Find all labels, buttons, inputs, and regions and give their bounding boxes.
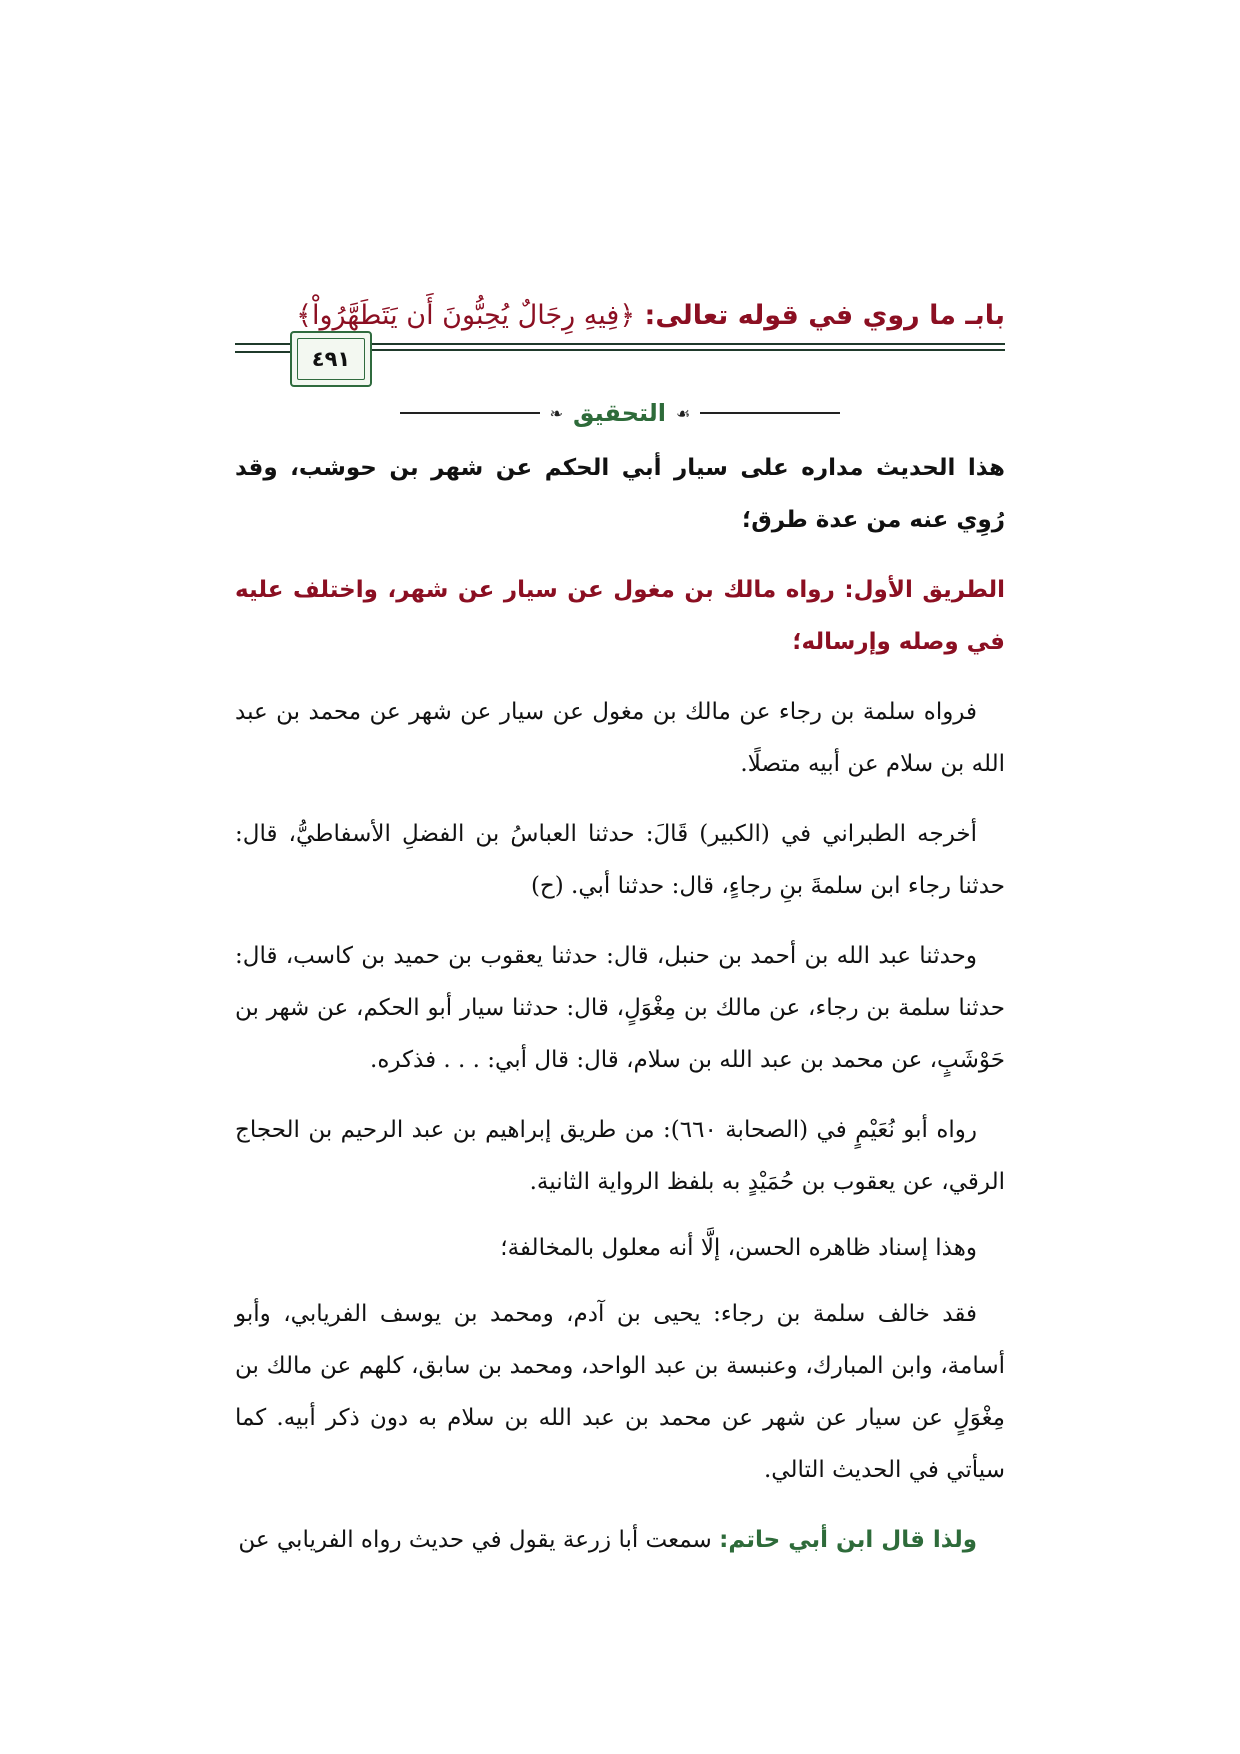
paragraph-intro: هذا الحديث مداره على سيار أبي الحكم عن شهر بن حوشب، وقد رُوِي عنه من عدة طرق؛: [235, 455, 1005, 533]
page-number: ٤٩١: [311, 347, 351, 371]
section-heading-label: التحقيق: [573, 399, 667, 427]
ibn-abi-hatim-text: سمعت أبا زرعة يقول في حديث رواه الفريابي عن: [238, 1527, 720, 1553]
header-rule-top: [235, 343, 290, 345]
header-rule-bottom: [235, 351, 290, 353]
page-number-box: [290, 331, 372, 387]
paragraph-ibn-abi-hatim: [235, 1514, 1005, 1566]
paragraph-isnad-note: وهذا إسناد ظاهره الحسن، إلَّا أنه معلول بالمخالفة؛: [500, 1235, 977, 1261]
header-rule-main: [372, 343, 1005, 345]
ornament-left-icon: ❧: [549, 403, 563, 423]
paragraph-first-route: الطريق الأول: رواه مالك بن مغول عن سيار عن شهر، واختلف عليه في وصله وإرساله؛: [235, 577, 1005, 655]
chapter-title: بابـ ما روي في قوله تعالى:: [635, 300, 1005, 331]
paragraph-contradiction: فقد خالف سلمة بن رجاء: يحيى بن آدم، ومحمد بن يوسف الفريابي، وأبو أسامة، وابن المبارك، وعنبسة بن عبد الواحد، ومحمد بن سابق، كلهم عن مالك بن مِغْوَلٍ عن سيار عن شهر عن محمد بن عبد الله بن سلام به دون ذكر أبيه. كما سيأتي في الحديث التالي.: [235, 1301, 1005, 1483]
header-rule-main-2: [372, 349, 1005, 351]
paragraph-salama-narration: فرواه سلمة بن رجاء عن مالك بن مغول عن سيار عن شهر عن محمد بن عبد الله بن سلام عن أبيه متصلًا.: [235, 699, 1005, 777]
section-heading: [400, 398, 840, 428]
page-header-title: [225, 300, 1005, 331]
main-text: [235, 442, 1005, 1584]
paragraph-abdullah-ahmad: وحدثنا عبد الله بن أحمد بن حنبل، قال: حدثنا يعقوب بن حميد بن كاسب، قال: حدثنا سلمة بن رجاء، عن مالك بن مِغْوَلٍ، قال: حدثنا سيار أبو الحكم، عن شهر بن حَوْشَبٍ، عن محمد بن عبد الله بن سلام، قال: قال أبي: . . . فذكره.: [235, 943, 1005, 1073]
ornament-right-icon: ☙: [676, 403, 691, 423]
paragraph-tabarani: أخرجه الطبراني في (الكبير) قَالَ: حدثنا العباسُ بن الفضلِ الأسفاطيُّ، قال: حدثنا رجاء ابن سلمةَ بنِ رجاءٍ، قال: حدثنا أبي. (ح): [235, 821, 1005, 899]
paragraph-abu-nuaym: رواه أبو نُعَيْمٍ في (الصحابة ٦٦٠): من طريق إبراهيم بن عبد الرحيم بن الحجاج الرقي، عن يعقوب بن حُمَيْدٍ به بلفظ الرواية الثانية.: [235, 1117, 1005, 1195]
quran-verse: ﴿فِيهِ رِجَالٌ يُحِبُّونَ أَن يَتَطَهَّرُواْ﴾: [296, 300, 636, 331]
heading-rule-left: [400, 412, 540, 414]
ibn-abi-hatim-lead: ولذا قال ابن أبي حاتم:: [719, 1527, 977, 1553]
heading-rule-right: [700, 412, 840, 414]
